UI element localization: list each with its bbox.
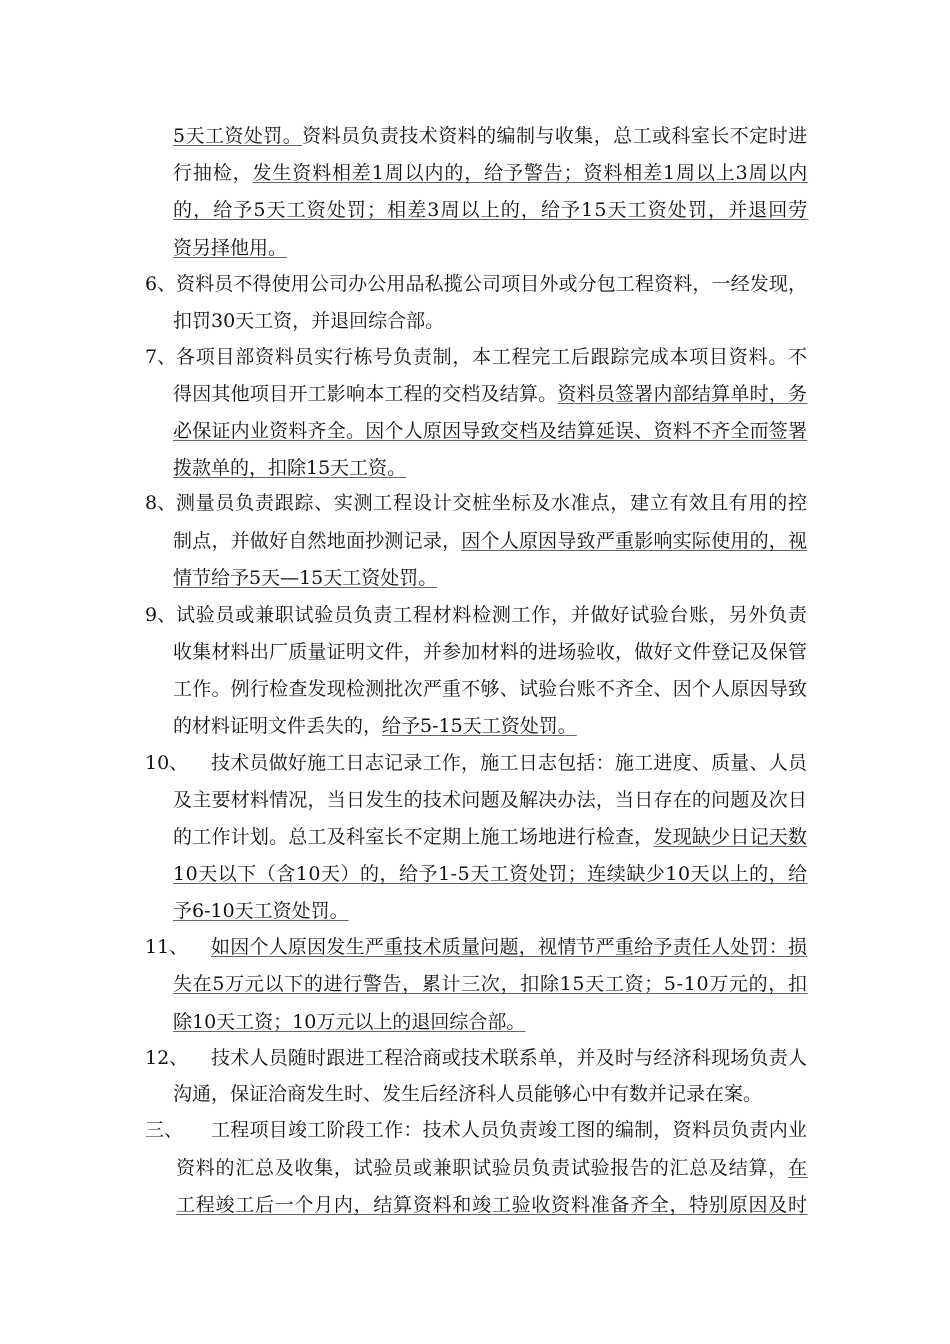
underlined-text: 的，给予5天工资处罚；相差3周以上的，给予15天工资处罚，并退回劳 <box>173 199 809 221</box>
plain-text: 工作。例行检查发现检测批次严重不够、试验台账不齐全、因个人原因导致 <box>173 678 808 700</box>
plain-text: 技术员做好施工日志记录工作，施工日志包括：施工进度、质量、人员 <box>211 752 808 774</box>
plain-text: 行抽检， <box>173 162 253 184</box>
text-line <box>173 419 807 443</box>
text-line <box>176 345 808 369</box>
underlined-text: 发生资料相差1周以内的，给予警告；资料相差1周以上3周以内 <box>252 162 809 184</box>
text-line <box>173 566 437 590</box>
plain-text: 扣罚30天工资，并退回综合部。 <box>173 310 445 332</box>
item-number: 三、 <box>145 1119 184 1141</box>
underlined-text: 资另择他用。 <box>173 237 288 259</box>
text-line <box>173 382 807 406</box>
underlined-text: 因个人原因导致严重影响实际使用的，视 <box>461 530 808 552</box>
item-number: 7、 <box>145 346 177 368</box>
underlined-text: 资料员签署内部结算单时，务 <box>557 383 808 405</box>
plain-text: 的工作计划。总工及科室长不定期上施工场地进行检查， <box>173 826 654 848</box>
plain-text: 资料的汇总及收集，试验员或兼职试验员负责试验报告的汇总及结算， <box>176 1157 789 1179</box>
text-line <box>173 899 349 923</box>
plain-text: 各项目部资料员实行栋号负责制，本工程完工后跟踪完成本项目资料。不 <box>176 346 808 368</box>
plain-text: 资料员负责技术资料的编制与收集，总工或科室长不定时进 <box>302 125 808 147</box>
item-number: 11、 <box>145 936 189 958</box>
text-line <box>173 198 808 222</box>
underlined-text: 如因个人原因发生严重技术质量问题，视情节严重给予责任人处罚：损 <box>211 936 808 958</box>
text-line <box>173 640 807 664</box>
text-line <box>211 1118 807 1142</box>
text-line <box>173 972 808 996</box>
underlined-text: 给予5-15天工资处罚。 <box>382 715 577 737</box>
plain-text: 的材料证明文件丢失的， <box>173 715 383 737</box>
plain-text: 测量员负责跟踪、实测工程设计交桩坐标及水准点，建立有效且有用的控 <box>176 492 808 514</box>
text-line <box>211 1046 807 1070</box>
text-line <box>173 456 406 480</box>
text-line <box>173 677 807 701</box>
plain-text: 收集材料出厂质量证明文件，并参加材料的进场验收，做好文件登记及保管 <box>173 641 808 663</box>
text-line <box>176 491 808 515</box>
underlined-text: 失在5万元以下的进行警告，累计三次，扣除15天工资；5-10万元的，扣 <box>173 973 808 995</box>
text-line <box>176 1156 808 1180</box>
underlined-text: 工程竣工后一个月内，结算资料和竣工验收资料准备齐全，特别原因及时 <box>176 1194 808 1216</box>
plain-text: 试验员或兼职试验员负责工程材料检测工作，并做好试验台账，另外负责 <box>176 604 808 626</box>
text-line <box>211 751 807 775</box>
text-line <box>176 1193 808 1217</box>
text-line <box>173 862 808 886</box>
plain-text: 工程项目竣工阶段工作：技术人员负责竣工图的编制，资料员负责内业 <box>211 1119 808 1141</box>
plain-text: 资料员不得使用公司办公用品私揽公司项目外或分包工程资料，一经发现， <box>176 273 808 295</box>
text-line <box>173 714 577 738</box>
text-line <box>173 1082 762 1106</box>
text-line <box>176 272 807 296</box>
underlined-text: 予6-10天工资处罚。 <box>173 900 349 922</box>
underlined-text: 必保证内业资料齐全。因个人原因导致交档及结算延误、资料不齐全而签署 <box>173 420 808 442</box>
item-number: 8、 <box>145 492 177 514</box>
plain-text: 及主要材料情况，当日发生的技术问题及解决办法，当日存在的问题及次日 <box>173 789 808 811</box>
plain-text: 得因其他项目开工影响本工程的交档及结算。 <box>173 383 558 405</box>
item-number: 12、 <box>145 1047 189 1069</box>
text-line <box>211 935 807 959</box>
underlined-text: 发现缺少日记天数 <box>653 826 808 848</box>
plain-text: 沟通，保证洽商发生时、发生后经济科人员能够心中有数并记录在案。 <box>173 1083 763 1105</box>
text-line <box>173 788 807 812</box>
text-line <box>173 825 807 849</box>
text-line <box>173 1010 525 1034</box>
underlined-text: 除10天工资；10万元以上的退回综合部。 <box>173 1011 526 1033</box>
item-number: 9、 <box>145 604 177 626</box>
text-line <box>173 124 808 148</box>
text-line <box>173 236 287 260</box>
text-line <box>173 161 808 185</box>
underlined-text: 5天工资处罚。 <box>173 125 303 147</box>
item-number: 10、 <box>145 752 189 774</box>
underlined-text: 在 <box>788 1157 808 1179</box>
text-line <box>173 309 444 333</box>
underlined-text: 10天以下（含10天）的，给予1-5天工资处罚；连续缺少10天以上的，给 <box>173 863 808 885</box>
item-number: 6、 <box>145 273 177 295</box>
text-line <box>173 529 807 553</box>
underlined-text: 拨款单的，扣除15天工资。 <box>173 457 407 479</box>
plain-text: 技术人员随时跟进工程洽商或技术联系单，并及时与经济科现场负责人 <box>211 1047 808 1069</box>
plain-text: 制点，并做好自然地面抄测记录， <box>173 530 462 552</box>
underlined-text: 情节给予5天—15天工资处罚。 <box>173 567 438 589</box>
text-line <box>176 603 808 627</box>
